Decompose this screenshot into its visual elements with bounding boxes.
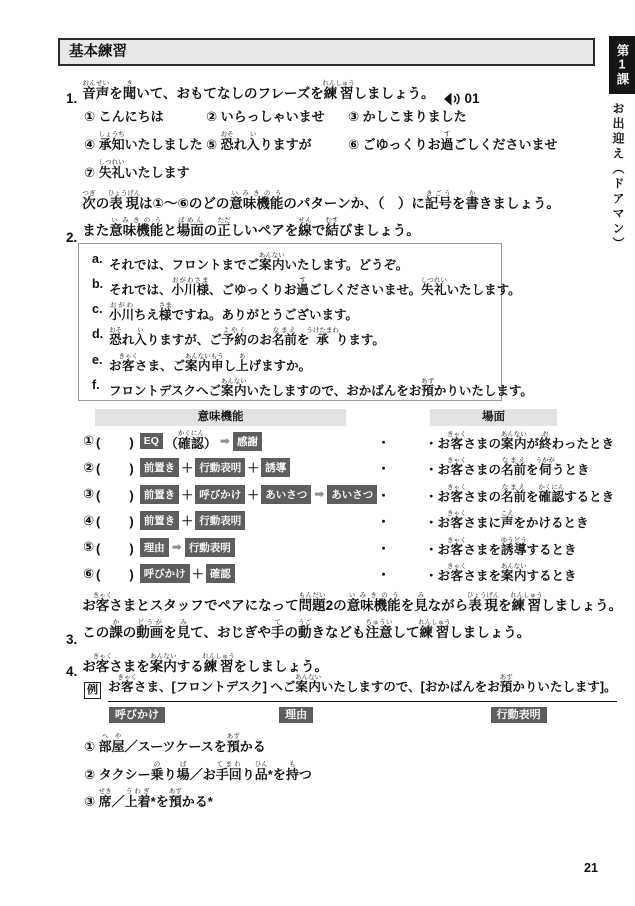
pattern-cell: ③ ( ) 前置き ＋ 呼びかけ ＋ あいさつ ➡ あいさつ xyxy=(83,485,377,504)
plus-sign: ＋ xyxy=(181,461,194,476)
function-tag: 感謝 xyxy=(233,432,262,451)
function-tag: 行動表明 xyxy=(491,707,547,723)
plus-sign: ＋ xyxy=(181,514,194,529)
audio-track-number: 01 xyxy=(464,91,480,107)
exercise-1-title-text: 音声おんせいを聞きいて、おもてなしのフレーズを練習れんしゅうしましょう。 xyxy=(82,80,435,101)
exercise-3 xyxy=(66,592,622,647)
example-sentence xyxy=(108,674,617,722)
exercise-2-title-line1: 次つぎの表現ひょうげんは①～⑥のどの意味機能いみきのうのパターンか、（ ）に記号きごうを書かきましょう。 xyxy=(82,190,560,211)
plus-sign: ＋ xyxy=(247,487,260,502)
arrow-icon: ➡ xyxy=(314,487,325,502)
answer-blank: ( ) xyxy=(96,434,135,450)
exercise-3-line1: お客きゃくさまとスタッフでペアになって問題もんだい2の意味機能いみきのうを見みながら表現ひょうげんを練習れんしゅうしましょう。 xyxy=(82,592,623,613)
connector-dot: ・ xyxy=(377,567,391,583)
phrase-label: b. xyxy=(92,277,104,292)
page-section-title: 基本練習 xyxy=(69,44,127,60)
pattern-cell: ④ ( ) 前置き ＋ 行動表明 xyxy=(83,511,377,530)
exercise-4-item: ② タクシー乗のり場ば／お手回てまわり品ひん*を持もつ xyxy=(84,760,312,782)
answer-blank: ( ) xyxy=(96,567,135,583)
phrase-label: a. xyxy=(92,252,103,266)
matching-row xyxy=(83,561,577,588)
exercise-1-item: ⑤ 恐おそれ入いりますが xyxy=(206,130,312,152)
function-tag: EQ xyxy=(140,433,163,449)
scene-item: ・お客きゃくさまの案内あんないが終おわったとき xyxy=(425,430,614,451)
scene-item: ・お客きゃくさまを誘導ゆうどうするとき xyxy=(425,536,577,557)
exercise-1-item: ③ かしこまりました xyxy=(348,109,467,124)
phrase-text: それでは、小川様おがわさま、ごゆっくりお過すごしくださいませ。失礼しつれいいたします。 xyxy=(109,277,521,298)
scene-item: ・お客きゃくさまを案内あんないするとき xyxy=(425,563,577,584)
phrase-text: 恐おそれ入いりますが、ご予約よやくのお名前なまえを承うけたまわります。 xyxy=(109,327,385,348)
exercise-1-item: ② いらっしゃいませ xyxy=(206,109,325,124)
exercise-4-item: ① 部屋へや／スーツケースを預あずかる xyxy=(84,733,266,754)
page-section-header xyxy=(58,38,595,66)
exercise-1-item: ④ 承知しょうちいたしました xyxy=(84,130,203,152)
matching-row xyxy=(83,428,614,455)
example-segment xyxy=(421,674,617,722)
pattern-cell: ⑤ ( ) 理由 ➡ 行動表明 xyxy=(83,538,377,557)
pattern-cell: ② ( ) 前置き ＋ 行動表明 ＋ 誘導 xyxy=(83,458,377,477)
exercise-2-title-line2: また意味機能いみきのうと場面ばめんの正ただしいペアを線せんで結むすびましょう。 xyxy=(82,217,420,239)
function-tag: 行動表明 xyxy=(195,511,245,530)
exercise-2-title-text xyxy=(82,190,560,245)
example-segment xyxy=(172,674,421,722)
connector-dot: ・ xyxy=(377,487,391,503)
function-tag: 前置き xyxy=(140,458,180,477)
example-segment-text: [フロントデスク] へご案内あんないいたしますので、 xyxy=(172,674,421,702)
exercise-3-line2: この課かの動画どうがを見みて、おじぎや手ての動うごきなども注意ちゅういして練習れんしゅうしましょう。 xyxy=(82,619,531,641)
arrow-icon: ➡ xyxy=(171,540,182,555)
exercise-1 xyxy=(66,80,480,106)
phrase-text: フロントデスクへご案内あんないいたしますので、おかばんをお預あずかりいたします。 xyxy=(109,377,533,398)
exercise-1-phrase-list xyxy=(84,106,558,184)
connector-dot: ・ xyxy=(377,514,391,530)
plus-sign: ＋ xyxy=(247,461,260,476)
phrase-label: f. xyxy=(92,377,100,392)
matching-row xyxy=(83,455,590,482)
example-marker: 例 xyxy=(84,682,101,699)
audio-indicator xyxy=(443,91,480,106)
scene-item: ・お客きゃくさまの名前なまえを確認かくにんするとき xyxy=(425,483,615,504)
function-tag: あいさつ xyxy=(327,485,377,504)
exercise-4-item-list xyxy=(84,733,312,816)
matching-left-header: 意味機能 xyxy=(95,409,346,426)
example-label-row xyxy=(172,706,421,722)
phrase-item xyxy=(92,327,495,352)
exercise-2-number: 2. xyxy=(66,229,78,245)
example-segment xyxy=(108,674,172,722)
answer-blank: ( ) xyxy=(96,514,135,530)
exercise-4-number: 4. xyxy=(66,664,78,680)
phrase-item xyxy=(92,252,495,277)
answer-blank: ( ) xyxy=(96,540,135,556)
answer-blank: ( ) xyxy=(96,487,135,503)
function-tag: 呼びかけ xyxy=(195,485,245,504)
function-tag: 呼びかけ xyxy=(109,707,165,723)
example-segment-text: [おかばんをお預あずかりいたします]。 xyxy=(421,674,617,702)
phrase-label: d. xyxy=(92,327,104,342)
answer-blank: ( ) xyxy=(96,461,135,477)
page-number: 21 xyxy=(584,861,598,875)
matching-row xyxy=(83,508,589,535)
pattern-cell: ⑥ ( ) 呼びかけ ＋ 確認 xyxy=(83,564,377,583)
phrase-label: e. xyxy=(92,352,103,367)
example-label-row xyxy=(108,706,172,722)
phrase-label: c. xyxy=(92,302,103,317)
example-segment-text: お客きゃくさま、 xyxy=(108,674,172,702)
exercise-1-item: ⑦ 失礼しつれいいたします xyxy=(84,158,190,180)
function-tag: 前置き xyxy=(140,485,180,504)
sidebar-lesson-tab: 第1課 xyxy=(609,36,635,94)
exercise-1-title xyxy=(66,80,480,106)
function-tag: あいさつ xyxy=(261,485,311,504)
exercise-1-number: 1. xyxy=(66,91,78,107)
function-tag: 行動表明 xyxy=(195,458,245,477)
arrow-icon: ➡ xyxy=(219,434,230,449)
phrase-item xyxy=(92,353,495,378)
exercise-4-example xyxy=(84,674,617,722)
exercise-3-number: 3. xyxy=(66,631,78,647)
pattern-note: （確認かくにん） xyxy=(164,430,217,452)
exercise-3-title xyxy=(66,592,622,647)
connector-dot: ・ xyxy=(377,434,391,450)
matching-right-header: 場面 xyxy=(430,409,557,426)
pattern-cell: ① ( ) EQ （確認かくにん） ➡ 感謝 xyxy=(83,430,377,452)
connector-dot: ・ xyxy=(377,540,391,556)
exercise-1-item: ① こんにちは xyxy=(84,109,164,124)
function-tag: 確認 xyxy=(206,564,235,583)
plus-sign: ＋ xyxy=(191,567,204,582)
sidebar-lesson-topic: お出迎え（ドアマン） xyxy=(611,102,625,252)
exercise-3-title-text xyxy=(82,592,622,647)
exercise-4-title-text: お客きゃくさまを案内あんないする練習れんしゅうをしましょう。 xyxy=(82,653,329,674)
connector-dot: ・ xyxy=(377,461,391,477)
function-tag: 誘導 xyxy=(261,458,290,477)
function-tag: 行動表明 xyxy=(185,538,235,557)
plus-sign: ＋ xyxy=(181,487,194,502)
matching-row xyxy=(83,534,577,561)
function-tag: 前置き xyxy=(140,511,180,530)
exercise-2 xyxy=(66,190,560,245)
matching-rows xyxy=(83,428,615,587)
exercise-4-item: ③ 席せき／上着うわぎ*を預あずかる* xyxy=(84,788,213,810)
phrase-item xyxy=(92,277,521,302)
example-label-row xyxy=(421,706,617,722)
phrase-item xyxy=(92,302,495,327)
phrase-text: それでは、フロントまでご案内あんないいたします。どうぞ。 xyxy=(109,252,409,272)
scene-item: ・お客きゃくさまの名前なまえを伺うかがうとき xyxy=(425,457,590,478)
speaker-icon xyxy=(443,92,462,106)
phrase-item xyxy=(92,377,533,403)
phrase-text: お客きゃくさま、ご案内申あんないもうし上あげますか。 xyxy=(109,352,312,373)
phrase-text: 小川おがわちえ様さまですね。ありがとうございます。 xyxy=(109,302,359,323)
function-tag: 呼びかけ xyxy=(140,564,190,583)
exercise-2-title xyxy=(66,190,560,245)
phrase-list-box xyxy=(78,243,533,401)
exercise-1-item: ⑥ ごゆっくりお過すごしくださいませ xyxy=(348,130,558,152)
function-tag: 理由 xyxy=(140,538,169,557)
scene-item: ・お客きゃくさまに声こえをかけるとき xyxy=(425,510,589,531)
matching-row xyxy=(83,481,615,508)
function-tag: 理由 xyxy=(279,707,313,723)
